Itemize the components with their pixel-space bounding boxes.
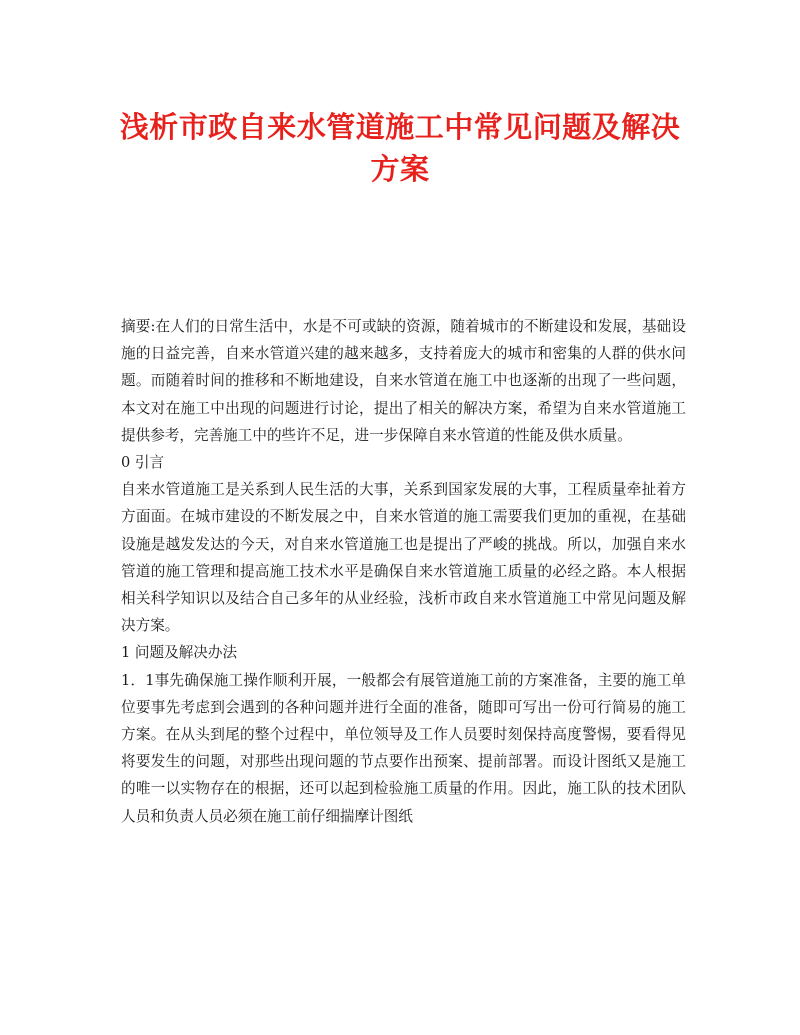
document-body bbox=[121, 313, 686, 830]
intro-paragraph: 自来水管道施工是关系到人民生活的大事，关系到国家发展的大事，工程质量牵扯着方方面面。在城市建设的不断发展之中，自来水管道的施工需要我们更加的重视，在基础设施是越发发达的今天，对自来水管道施工也是提出了严峻的挑战。所以，加强自来水管道的施工管理和提高施工技术水平是确保自来水管道施工质量的必经之路。本人根据相关科学知识以及结合自己多年的从业经验，浅析市政自来水管道施工中常见问题及解决方案。 bbox=[121, 481, 686, 635]
document-title: 浅析市政自来水管道施工中常见问题及解决方案 bbox=[119, 110, 681, 186]
section-0-heading: 0 引言 bbox=[121, 454, 165, 472]
section-1-paragraph: 1．1事先确保施工操作顺利开展，一般都会有展管道施工前的方案准备，主要的施工单位要事先考虑到会遇到的各种问题并进行全面的准备，随即可写出一份可行简易的施工方案。在从头到尾的整个过程中，单位领导及工作人员要时刻保持高度警惕，要看得见将要发生的问题，对那些出现问题的节点要作出预案、提前部署。而设计图纸又是施工的唯一以实物存在的根据，还可以起到检验施工质量的作用。因此，施工队的技术团队人员和负责人员必须在施工前仔细揣摩计图纸 bbox=[121, 671, 686, 825]
section-1-heading: 1 问题及解决办法 bbox=[121, 644, 238, 662]
abstract-paragraph: 摘要:在人们的日常生活中，水是不可或缺的资源，随着城市的不断建设和发展，基础设施的日益完善，自来水管道兴建的越来越多，支持着庞大的城市和密集的人群的供水问题。而随着时间的推移和不断地建设，自来水管道在施工中也逐渐的出现了一些问题，本文对在施工中出现的问题进行讨论，提出了相关的解决方案，希望为自来水管道施工提供参考，完善施工中的些许不足，进一步保障自来水管道的性能及供水质量。 bbox=[121, 318, 686, 444]
